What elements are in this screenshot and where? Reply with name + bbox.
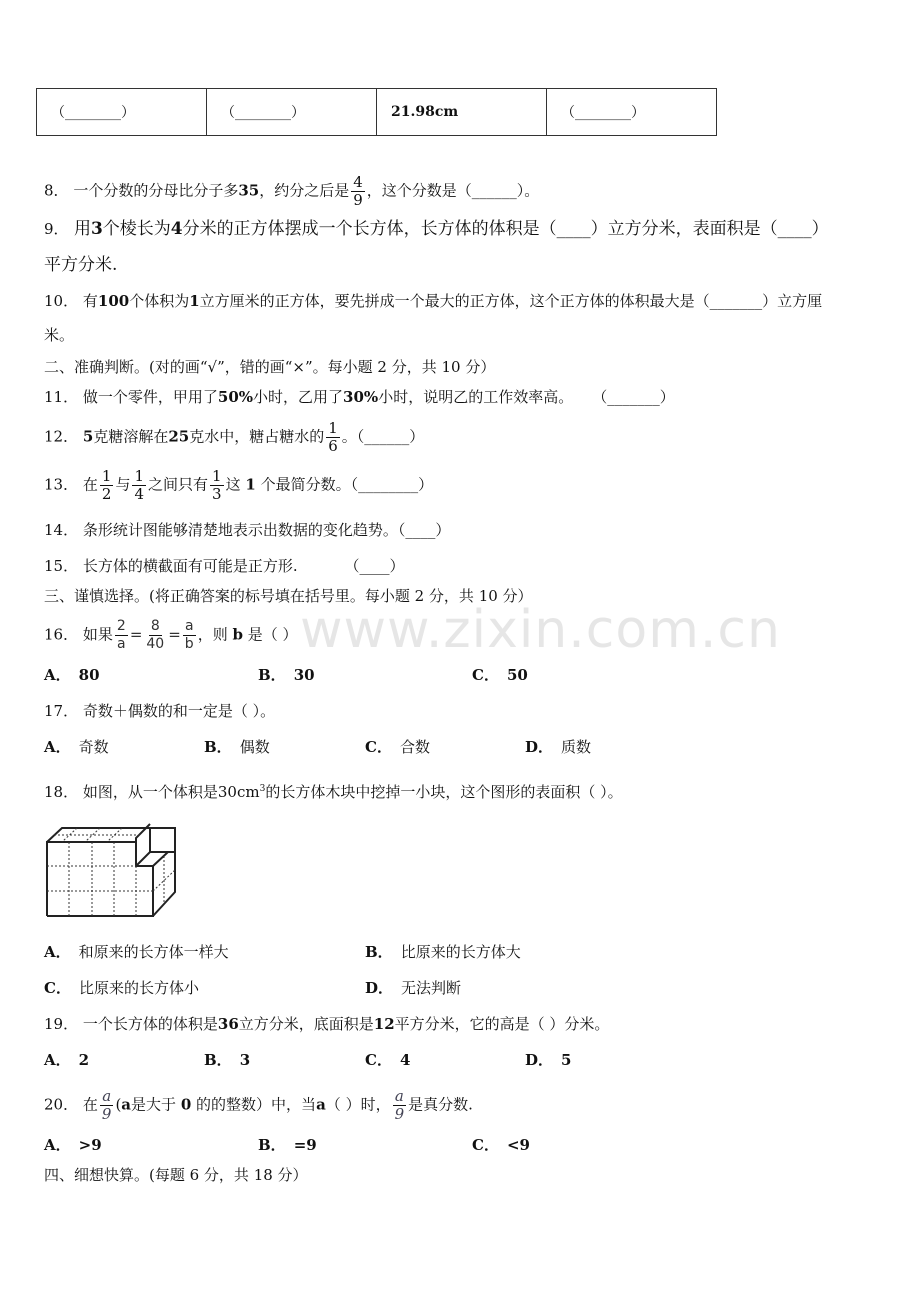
- option-c[interactable]: C． 50: [472, 666, 528, 684]
- question-17: 17． 奇数＋偶数的和一定是（ ）。: [44, 702, 276, 720]
- fraction: $\frac{1}{4}$: [134, 467, 144, 503]
- fraction: $\frac{4}{9}$: [353, 173, 363, 209]
- option-d[interactable]: D． 无法判断: [365, 979, 462, 997]
- option-b[interactable]: B． 3: [204, 1051, 251, 1069]
- section-3-heading: 三、谨慎选择。(将正确答案的标号填在括号里。每小题 2 分，共 10 分）: [44, 587, 533, 605]
- table-cell: （________）: [207, 89, 377, 136]
- fraction: $\frac{1}{3}$: [212, 467, 222, 503]
- question-12: 12． 5克糖溶解在25克水中，糖占糖水的 $\frac{1}{6}$ 。（______）: [44, 419, 425, 455]
- fraction: $\frac{8}{40}$: [146, 618, 165, 652]
- question-8: 8． 一个分数的分母比分子多35，约分之后是 $\frac{4}{9}$ ，这个分数是（______）。: [44, 173, 540, 209]
- section-4-heading: 四、细想快算。(每题 6 分，共 18 分）: [44, 1166, 308, 1184]
- option-a[interactable]: A． 奇数: [44, 738, 109, 756]
- option-a[interactable]: A． 和原来的长方体一样大: [44, 943, 229, 961]
- question-9: 9． 用3个棱长为4分米的正方体摆成一个长方体，长方体的体积是（____）立方分米，表面积是（____）: [44, 219, 829, 239]
- option-c[interactable]: C． 比原来的长方体小: [44, 979, 199, 997]
- section-2-heading: 二、准确判断。(对的画“√”，错的画“×”。每小题 2 分，共 10 分）: [44, 358, 496, 376]
- option-a[interactable]: A． >9: [44, 1136, 102, 1154]
- option-a[interactable]: A． 80: [44, 666, 100, 684]
- option-c[interactable]: C． 合数: [365, 738, 430, 756]
- option-b[interactable]: B． 30: [258, 666, 315, 684]
- option-d[interactable]: D． 质数: [525, 738, 592, 756]
- question-11: 11． 做一个零件，甲用了50%小时，乙用了30%小时，说明乙的工作效率高。 （_______）: [44, 388, 675, 406]
- table-cell: （________）: [37, 89, 207, 136]
- fraction: $\frac{a}{9}$: [394, 1087, 405, 1123]
- table-cell: 21.98cm: [377, 89, 547, 136]
- question-18: 18． 如图，从一个体积是$30cm^3$的长方体木块中挖掉一小块，这个图形的表面积（ ）。: [44, 783, 623, 801]
- answer-table: [36, 88, 717, 136]
- question-10-line2: 米。: [44, 326, 75, 344]
- cuboid-figure: [42, 820, 180, 920]
- question-16: 16． 如果 $\frac{2}{a}$ = $\frac{8}{40}$ = $\frac{a}{b}$ ，则 b 是（ ）: [44, 618, 298, 652]
- option-b[interactable]: B． =9: [258, 1136, 317, 1154]
- fraction: $\frac{a}{9}$: [101, 1087, 112, 1123]
- option-b[interactable]: B． 偶数: [204, 738, 270, 756]
- watermark: www.zixin.com.cn: [300, 600, 781, 660]
- fraction: $\frac{2}{a}$: [116, 618, 126, 652]
- question-20: 20． 在 $\frac{a}{9}$ (a是大于 0 的的整数）中，当a（ ）时， $\frac{a}{9}$ 是真分数.: [44, 1087, 473, 1123]
- question-10: 10． 有100个体积为1立方厘米的正方体，要先拼成一个最大的正方体，这个正方体的体积最大是（_______）立方厘: [44, 292, 823, 310]
- option-c[interactable]: C． 4: [365, 1051, 411, 1069]
- table-cell: （________）: [547, 89, 717, 136]
- question-9-line2: 平方分米.: [44, 255, 118, 275]
- question-13: 13． 在 $\frac{1}{2}$ 与 $\frac{1}{4}$ 之间只有 $\frac{1}{3}$ 这 1 个最简分数。（________）: [44, 467, 434, 503]
- fraction: $\frac{1}{6}$: [328, 419, 338, 455]
- option-b[interactable]: B． 比原来的长方体大: [365, 943, 521, 961]
- fraction: $\frac{a}{b}$: [184, 618, 194, 652]
- question-14: 14． 条形统计图能够清楚地表示出数据的变化趋势。（____）: [44, 521, 451, 539]
- question-15: 15． 长方体的横截面有可能是正方形. （____）: [44, 557, 405, 575]
- option-c[interactable]: C． <9: [472, 1136, 530, 1154]
- fraction: $\frac{1}{2}$: [101, 467, 112, 503]
- option-a[interactable]: A． 2: [44, 1051, 90, 1069]
- question-19: 19． 一个长方体的体积是36立方分米，底面积是12平方分米，它的高是（ ）分米。: [44, 1015, 610, 1033]
- option-d[interactable]: D． 5: [525, 1051, 572, 1069]
